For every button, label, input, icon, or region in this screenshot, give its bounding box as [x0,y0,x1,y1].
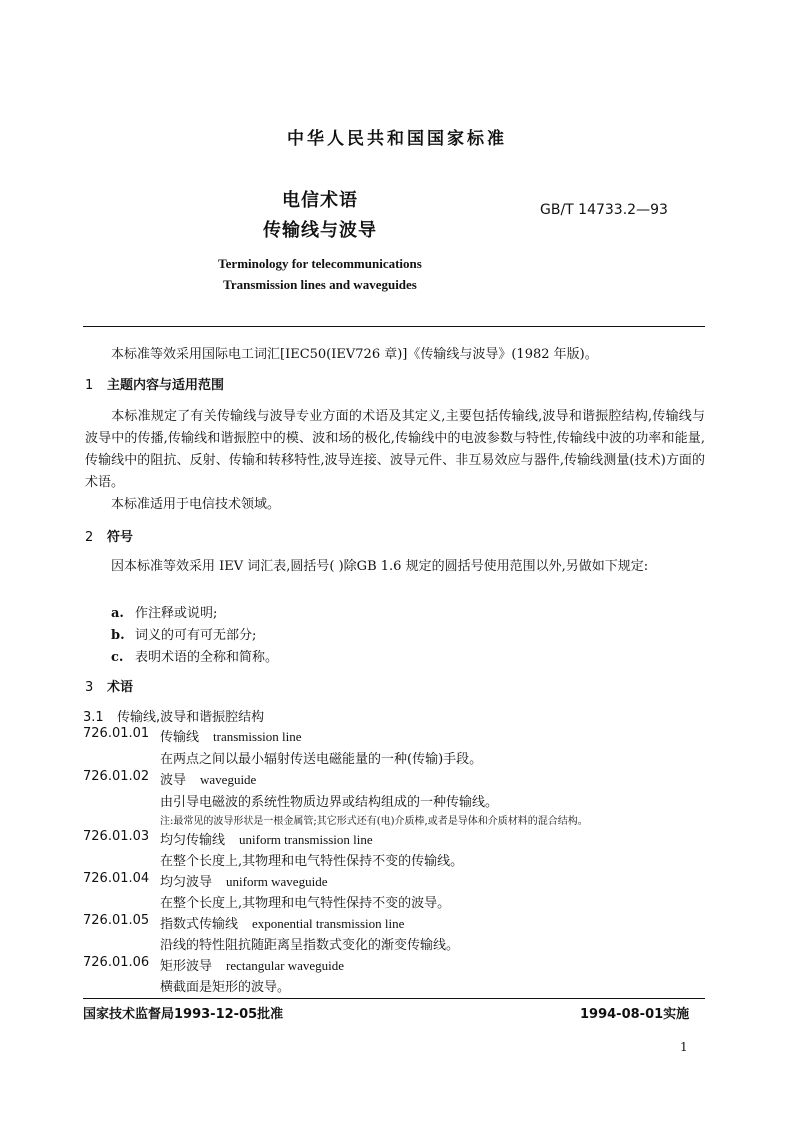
term-definition: 在两点之间以最小辐射传送电磁能量的一种(传输)手段。 [160,752,483,767]
term-entry [160,769,256,788]
section-3-heading [85,676,133,695]
footer-rule [83,998,705,999]
term-en: uniform transmission line [239,832,373,847]
implementation-date: 1994-08-01实施 [580,1007,690,1022]
term-zh: 均匀波导 [160,875,213,890]
subsection-title: 传输线,波导和谐振腔结构 [117,710,265,725]
title-en-line1: Terminology for telecommunications [218,256,422,271]
national-standard-heading: 中华人民共和国国家标准 [287,129,507,149]
header-rule [83,326,705,327]
section-3-number: 3 [85,680,94,695]
section-2-title: 符号 [107,530,134,545]
list-item-label: c. [111,650,124,665]
term-zh: 矩形波导 [160,959,213,974]
term-entry [160,871,327,890]
term-definition: 在整个长度上,其物理和电气特性保持不变的波导。 [160,896,451,911]
list-item [111,602,217,621]
title-zh-line2: 传输线与波导 [263,220,377,241]
term-definition: 在整个长度上,其物理和电气特性保持不变的传输线。 [160,854,464,869]
term-code: 726.01.06 [83,955,150,970]
list-item-text: 作注释或说明; [135,606,218,621]
section-1-number: 1 [85,378,94,393]
term-en: waveguide [200,772,257,787]
term-entry [160,829,373,848]
term-zh: 波导 [160,773,187,788]
section-1-scope [85,494,705,516]
section-2-heading [85,526,133,545]
list-item-text: 表明术语的全称和简称。 [135,650,279,665]
term-zh: 均匀传输线 [160,833,226,848]
title-zh-line1: 电信术语 [282,190,358,211]
term-zh: 指数式传输线 [160,917,239,932]
standard-number: GB/T 14733.2—93 [540,202,668,218]
section-2-para: 因本标准等效采用 IEV 词汇表,圆括号( )除GB 1.6 规定的圆括号使用范围以外,另做如下规定: [111,559,649,574]
term-code: 726.01.04 [83,871,150,886]
subsection-3-1-heading [83,706,264,725]
term-code: 726.01.02 [83,769,150,784]
term-entry [160,726,301,745]
section-2-paragraph [85,556,705,578]
term-definition: 沿线的特性阻抗随距离呈指数式变化的渐变传输线。 [160,938,460,953]
term-code: 726.01.01 [83,726,150,741]
section-1-para1: 本标准规定了有关传输线与波导专业方面的术语及其定义,主要包括传输线,波导和谐振腔结构,传输线与波导中的传播,传输线和谐振腔中的模、波和场的极化,传输线中的电波参数与特性,传输线中波的功率和能量,传输线中的阻抗、反射、传输和转移特性,波导连接、波导元件、非互易效应与器件,传输线测量(技术)方面的术语。 [85,409,705,490]
term-en: rectangular waveguide [226,958,345,973]
section-3-title: 术语 [107,680,134,695]
term-definition: 横截面是矩形的波导。 [160,980,291,995]
term-entry [160,913,404,932]
term-zh: 传输线 [160,730,200,745]
term-en: exponential transmission line [252,916,405,931]
term-note: 注:最常见的波导形状是一根金属管;其它形式还有(电)介质棒,或者是导体和介质材料的混合结构。 [160,816,588,827]
term-code: 726.01.05 [83,913,150,928]
term-code: 726.01.03 [83,829,150,844]
page-number: 1 [680,1040,688,1054]
term-en: uniform waveguide [226,874,328,889]
term-entry [160,955,344,974]
list-item-text: 词义的可有可无部分; [135,628,257,643]
list-item [111,624,256,643]
section-1-heading [85,374,224,393]
section-1-paragraph [85,406,705,494]
term-definition: 由引导电磁波的系统性物质边界或结构组成的一种传输线。 [160,795,499,810]
approval-date: 国家技术监督局1993-12-05批准 [83,1007,284,1022]
intro-paragraph [85,344,705,366]
list-item [111,646,278,665]
section-1-para2: 本标准适用于电信技术领域。 [111,497,281,512]
intro-text: 本标准等效采用国际电工词汇[IEC50(IEV726 章)]《传输线与波导》(1982 年版)。 [111,347,598,362]
section-1-title: 主题内容与适用范围 [107,378,225,393]
list-item-label: b. [111,628,125,643]
title-en-line2: Transmission lines and waveguides [223,277,417,292]
subsection-number: 3.1 [83,710,104,725]
list-item-label: a. [111,606,124,621]
term-en: transmission line [213,729,302,744]
section-2-number: 2 [85,530,94,545]
